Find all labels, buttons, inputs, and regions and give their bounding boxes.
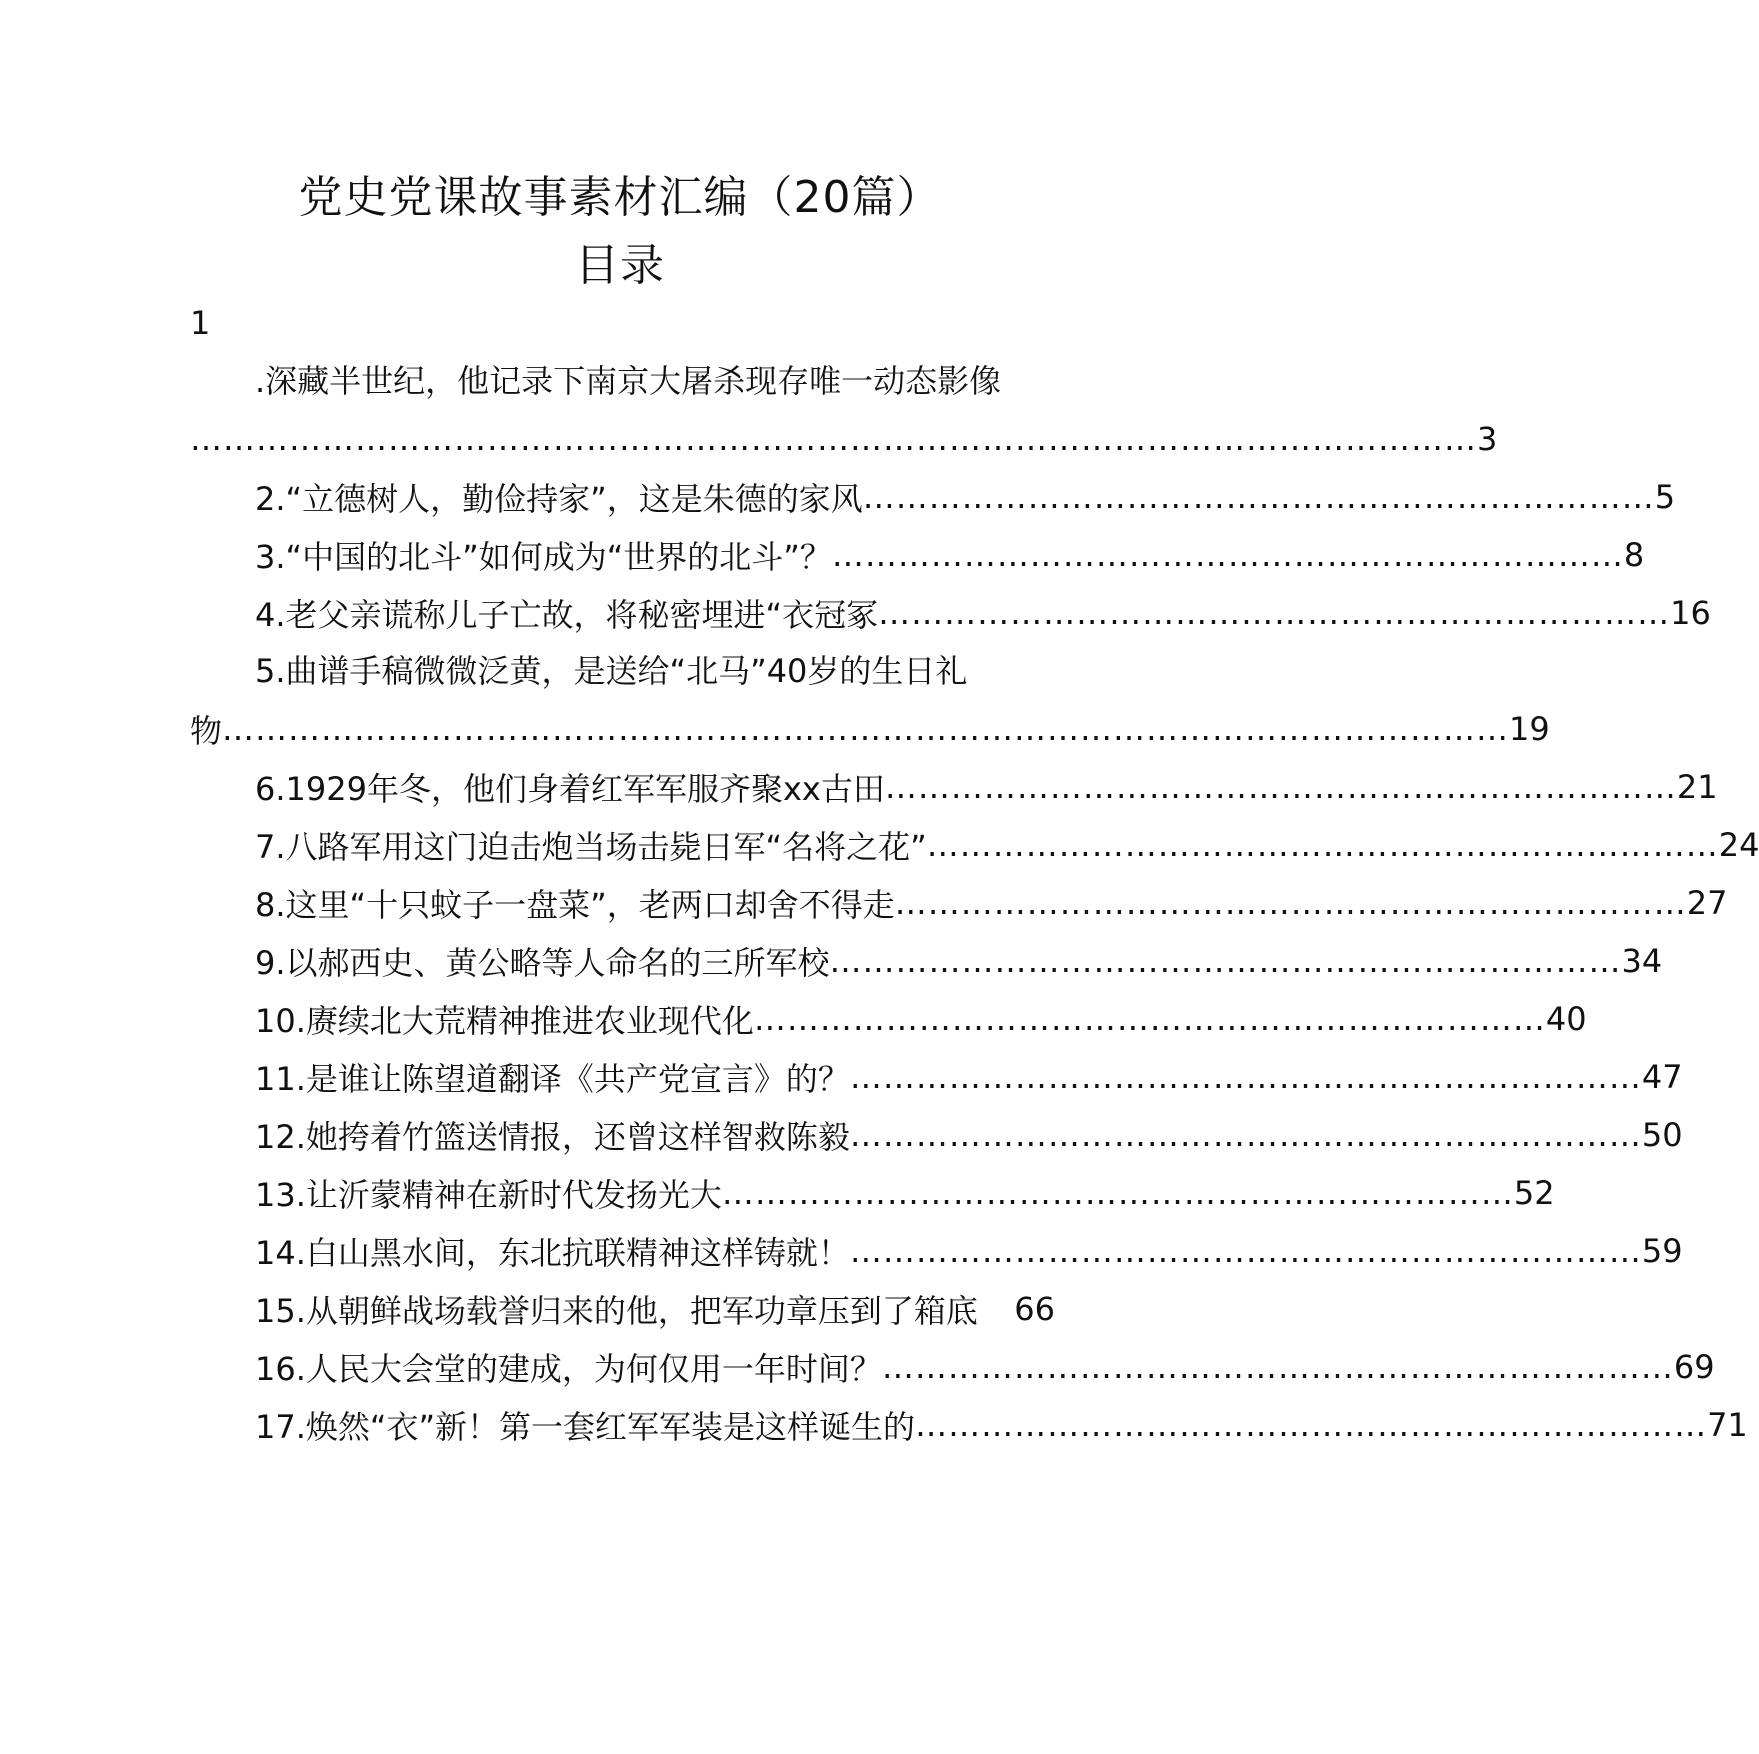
toc-item-label: 2.“立德树人，勤俭持家”，这是朱德的家风 <box>255 480 863 518</box>
toc-item-page: 16 <box>1670 594 1711 632</box>
toc-item[interactable] <box>255 1226 1683 1276</box>
toc-item-label: 9.以郝西史、黄公略等人命名的三所军校 <box>255 944 830 982</box>
dot-leader: ……………………………………………………………… <box>881 1348 1674 1386</box>
dot-leader: ……………………………………………………………… <box>753 1000 1546 1038</box>
toc-item-page: 24 <box>1718 826 1759 864</box>
toc-item[interactable] <box>255 1284 1055 1334</box>
toc-item-page: 21 <box>1676 768 1718 806</box>
toc-item-page: 27 <box>1686 884 1728 922</box>
toc-item[interactable] <box>255 530 1645 580</box>
toc-item-label: 7.八路军用这门迫击炮当场击毙日军“名将之花” <box>255 828 927 866</box>
toc-heading: 目录 <box>575 240 665 291</box>
toc-item[interactable] <box>255 878 1728 928</box>
dot-leader: ……………………………………………………………… <box>849 1058 1642 1096</box>
toc-item-page: 71 <box>1707 1406 1748 1444</box>
toc-item-page: 69 <box>1673 1348 1715 1386</box>
toc-item[interactable] <box>255 1110 1683 1160</box>
toc-item-label: 11.是谁让陈望道翻译《共产党宣言》的？ <box>255 1060 850 1098</box>
toc-item-page: 50 <box>1641 1116 1683 1154</box>
toc-item-page: 66 <box>1014 1290 1055 1328</box>
dot-leader: ……………………………………………………………… <box>831 536 1624 574</box>
toc-item[interactable] <box>255 1052 1683 1102</box>
toc-item[interactable] <box>255 936 1663 986</box>
dot-leader: ……………………………………………………………… <box>829 942 1622 980</box>
toc-item[interactable] <box>255 1400 1748 1450</box>
dot-leader: ……………………………………………………………………………………………………… <box>190 420 1477 458</box>
toc-item[interactable] <box>255 1342 1715 1392</box>
toc-item-label: 6.1929年冬，他们身着红军军服齐聚xx古田 <box>255 770 885 808</box>
toc-item-1-number: 1 <box>190 304 211 342</box>
toc-item-1-label[interactable]: .深藏半世纪，他记录下南京大屠杀现存唯一动态影像 <box>255 362 1002 400</box>
dot-leader: ……………………………………………………………… <box>849 1116 1642 1154</box>
toc-item-label: 8.这里“十只蚊子一盘菜”，老两口却舍不得走 <box>255 886 895 924</box>
document-title: 党史党课故事素材汇编（20篇） <box>298 172 942 223</box>
dot-leader: ……………………………………………………………… <box>894 884 1687 922</box>
dot-leader: ……………………………………………………………… <box>915 1406 1708 1444</box>
toc-item[interactable] <box>255 994 1587 1044</box>
toc-item-label: 10.赓续北大荒精神推进农业现代化 <box>255 1002 754 1040</box>
toc-item-5-leader[interactable] <box>190 704 1550 754</box>
toc-item-label: 13.让沂蒙精神在新时代发扬光大 <box>255 1176 722 1214</box>
toc-item-page: 47 <box>1641 1058 1683 1096</box>
toc-item-5-label[interactable]: 5.曲谱手稿微微泛黄，是送给“北马”40岁的生日礼 <box>255 652 968 690</box>
toc-item[interactable] <box>255 588 1711 638</box>
toc-item-page: 52 <box>1513 1174 1555 1212</box>
toc-item-5-continuation: 物 <box>190 712 223 750</box>
toc-item-label: 16.人民大会堂的建成，为何仅用一年时间？ <box>255 1350 882 1388</box>
toc-item-label: 14.白山黑水间，东北抗联精神这样铸就！ <box>255 1234 850 1272</box>
toc-item-1-leader[interactable] <box>190 414 1498 464</box>
toc-item-5-page: 19 <box>1509 710 1550 748</box>
dot-leader: ……………………………………………………………… <box>878 594 1671 632</box>
dot-leader: ……………………………………………………………… <box>926 826 1719 864</box>
toc-item-page: 59 <box>1641 1232 1683 1270</box>
toc-item-label: 12.她挎着竹篮送情报，还曾这样智救陈毅 <box>255 1118 850 1156</box>
dot-leader: ……………………………………………………………… <box>721 1174 1514 1212</box>
toc-item-label: 17.焕然“衣”新！第一套红军军装是这样诞生的 <box>255 1408 916 1446</box>
toc-item-label: 15.从朝鲜战场载誉归来的他，把军功章压到了箱底 <box>255 1292 978 1330</box>
toc-item-1-page: 3 <box>1477 420 1498 458</box>
dot-leader: ……………………………………………………………………………………………………… <box>222 710 1510 748</box>
toc-item-page: 5 <box>1654 478 1676 516</box>
dot-leader: ……………………………………………………………… <box>884 768 1677 806</box>
toc-item-page: 40 <box>1545 1000 1587 1038</box>
dot-leader: ……………………………………………………………… <box>849 1232 1642 1270</box>
toc-item-label: 3.“中国的北斗”如何成为“世界的北斗”？ <box>255 538 832 576</box>
toc-item-page: 8 <box>1623 536 1645 574</box>
toc-item-label: 4.老父亲谎称儿子亡故，将秘密埋进“衣冠冢 <box>255 596 879 634</box>
toc-item[interactable] <box>255 472 1676 522</box>
dot-leader: ……………………………………………………………… <box>862 478 1655 516</box>
toc-item[interactable] <box>255 762 1718 812</box>
toc-item-page: 34 <box>1621 942 1663 980</box>
toc-item[interactable] <box>255 1168 1555 1218</box>
toc-item[interactable] <box>255 820 1759 870</box>
